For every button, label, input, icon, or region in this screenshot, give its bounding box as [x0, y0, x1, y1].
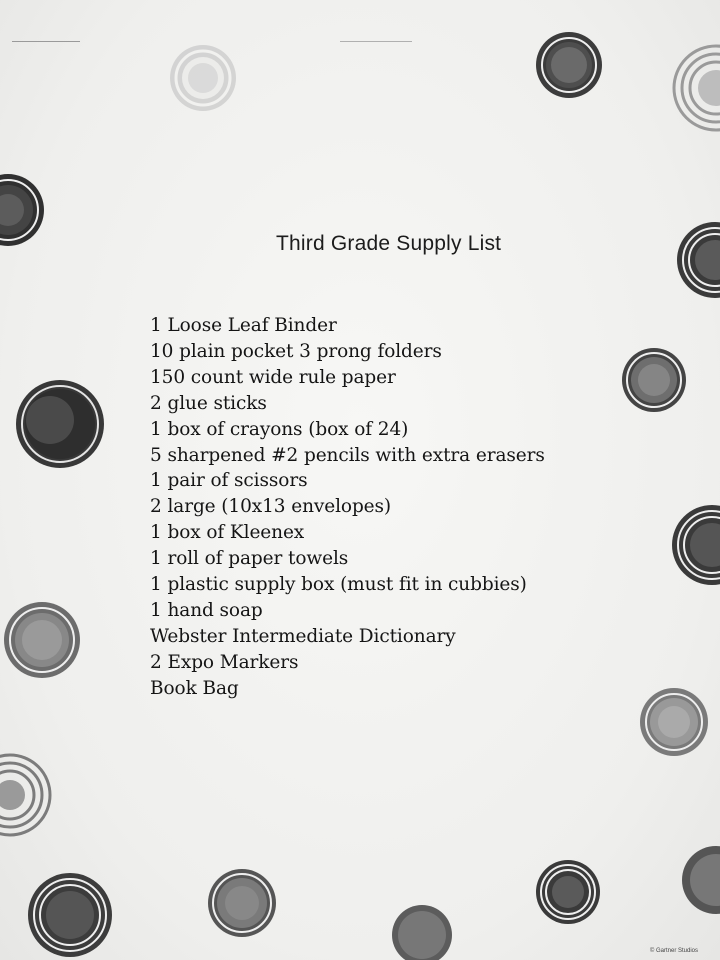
decorative-dot [4, 602, 80, 678]
decorative-dot [536, 32, 602, 98]
decorative-dot [640, 688, 708, 756]
list-item: 5 sharpened #2 pencils with extra erasers [150, 444, 545, 466]
list-item: 2 large (10x13 envelopes) [150, 496, 392, 518]
decorative-dot [208, 869, 276, 937]
decorative-dot [0, 755, 50, 835]
decorative-dot [28, 873, 112, 957]
decorative-dot [622, 348, 686, 412]
decorative-dot [392, 905, 452, 960]
list-item: 150 count wide rule paper [150, 366, 396, 388]
decorative-dot [0, 174, 44, 246]
decorative-dot [536, 860, 600, 924]
decorative-dot [682, 846, 720, 914]
list-item: 1 box of crayons (box of 24) [150, 418, 409, 440]
list-item: 1 roll of paper towels [150, 548, 349, 570]
list-item: 1 plastic supply box (must fit in cubbies) [150, 574, 527, 596]
decorative-dot [170, 45, 236, 111]
list-item: 1 Loose Leaf Binder [150, 315, 337, 336]
list-item: 1 pair of scissors [150, 470, 308, 492]
list-item: Book Bag [150, 677, 239, 699]
decorative-dot [677, 222, 720, 298]
list-item: 2 glue sticks [150, 392, 267, 414]
supply-list [150, 313, 545, 702]
list-item: Webster Intermediate Dictionary [150, 625, 456, 647]
decorative-dot [674, 46, 720, 130]
list-item: 1 box of Kleenex [150, 522, 305, 544]
list-item: 1 hand soap [150, 599, 263, 621]
list-item: 2 Expo Markers [150, 651, 299, 673]
page-title: Third Grade Supply List [276, 232, 502, 255]
copyright-credit: © Gartner Studios [649, 948, 698, 954]
decorative-dot [16, 380, 104, 468]
list-item: 10 plain pocket 3 prong folders [150, 340, 442, 362]
decorative-dot [672, 505, 720, 585]
